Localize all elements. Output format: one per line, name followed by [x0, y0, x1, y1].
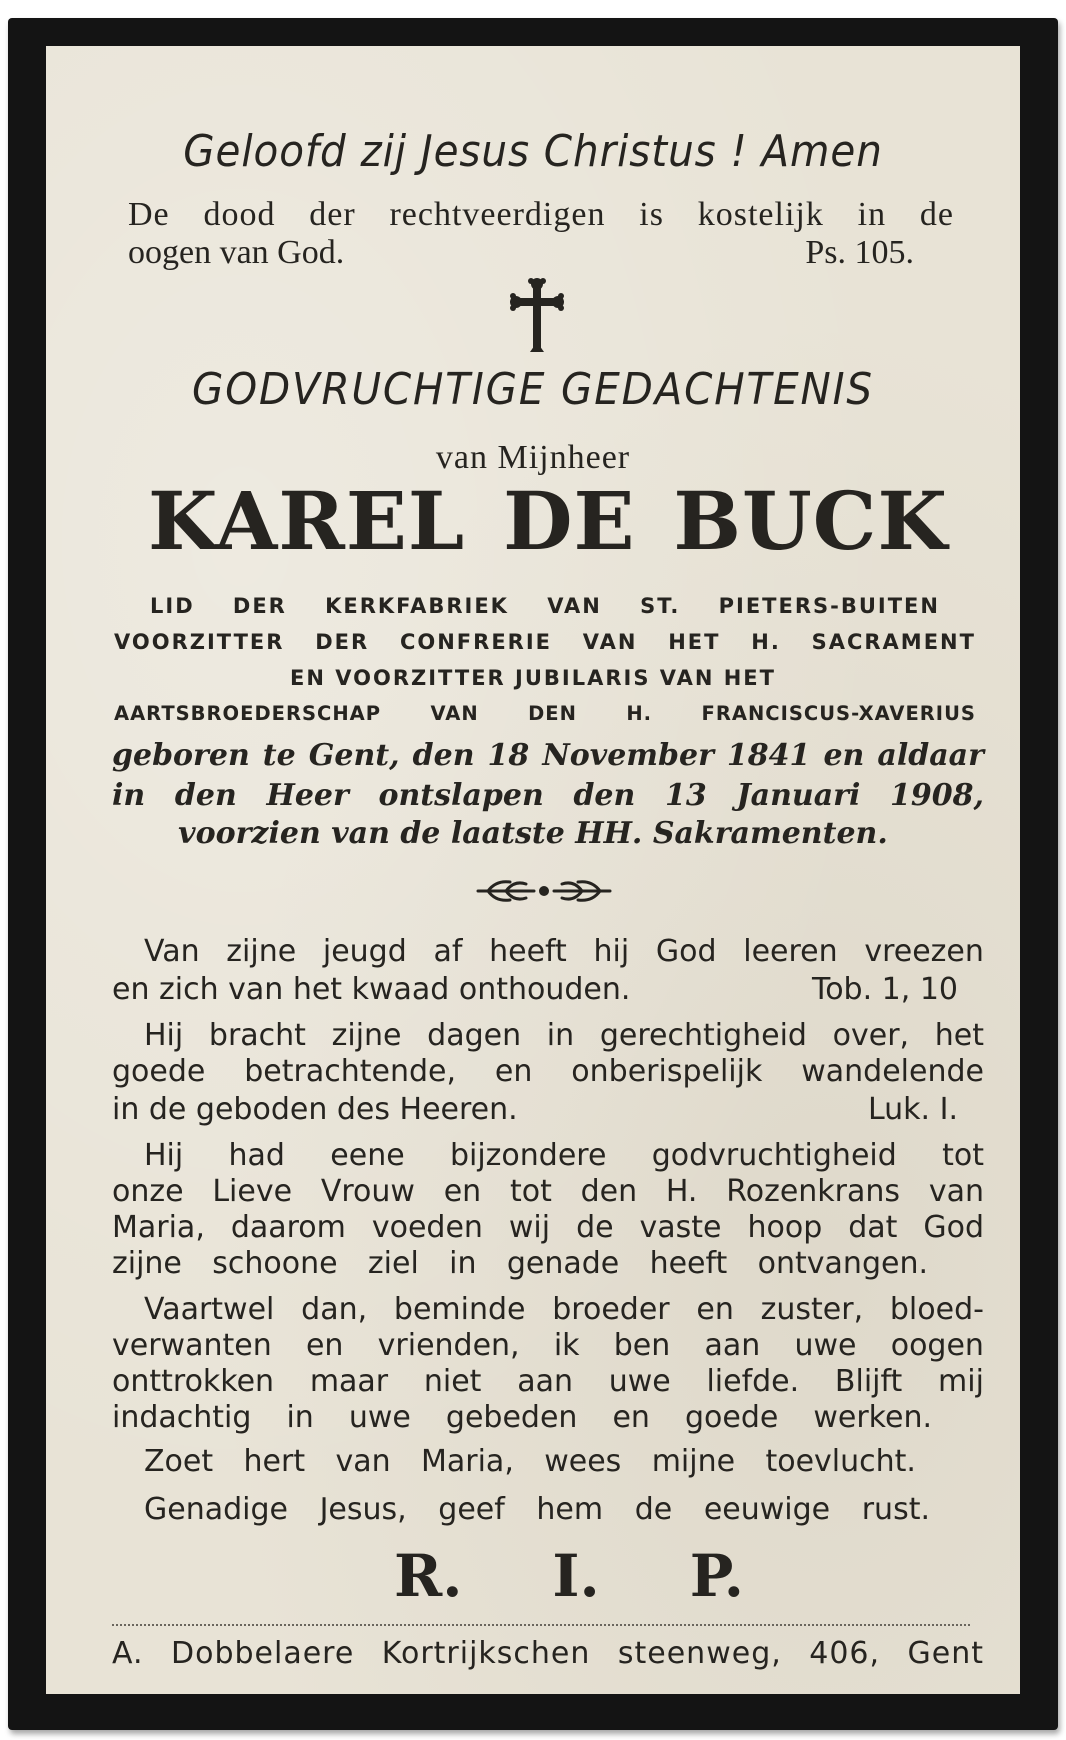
- paragraph-2-text: in de geboden des Heeren.: [112, 1092, 518, 1127]
- word: mijne: [651, 1444, 736, 1479]
- word: wandelende: [801, 1054, 984, 1089]
- word: DE: [503, 474, 636, 568]
- memorial-heading: GODVRUCHTIGE GEDACHTENIS: [192, 364, 874, 415]
- word: liefde.: [706, 1364, 800, 1399]
- word: ziel: [367, 1246, 419, 1281]
- word: mij: [938, 1364, 984, 1399]
- header-praise: Geloofd zij Jesus Christus ! Amen: [183, 126, 883, 177]
- word: Gent: [907, 1636, 984, 1671]
- word: Lieve: [212, 1174, 293, 1209]
- word: verwanten: [112, 1328, 272, 1363]
- word: leeren: [743, 934, 838, 969]
- word: vrienden,: [377, 1328, 520, 1363]
- word: aldaar: [877, 738, 984, 773]
- word: vreezen: [864, 934, 984, 969]
- word: hem: [536, 1492, 604, 1527]
- word: Gent,: [308, 738, 400, 773]
- honorific: van Mijnheer: [435, 439, 631, 476]
- title-line-3: EN VOORZITTER JUBILARIS VAN HET: [290, 666, 776, 690]
- word: uwe: [608, 1364, 671, 1399]
- word: DEN: [528, 702, 577, 725]
- dotted-divider: [112, 1624, 970, 1626]
- word: betrachtende,: [244, 1054, 457, 1089]
- word: rechtveerdigen: [389, 196, 606, 233]
- word: tot: [942, 1138, 984, 1173]
- paragraph-3-line-2: [112, 1174, 984, 1209]
- word: en: [696, 1292, 734, 1327]
- word: van: [928, 1174, 984, 1209]
- word: H.: [665, 1174, 698, 1209]
- word: heeft: [649, 1246, 728, 1281]
- word: R.: [394, 1542, 463, 1610]
- word: beminde: [393, 1292, 526, 1327]
- word: onttrokken: [112, 1364, 275, 1399]
- word: FRANCISCUS-XAVERIUS: [701, 702, 976, 725]
- word: 1841: [726, 738, 811, 773]
- word: Vrouw: [320, 1174, 415, 1209]
- word: VAN: [430, 702, 479, 725]
- word: oogen: [890, 1328, 984, 1363]
- word: in: [857, 196, 887, 233]
- paragraph-4-line-3: [112, 1364, 984, 1399]
- title-line-4: [114, 702, 976, 725]
- word: in: [112, 778, 146, 813]
- psalm-reference: Ps. 105.: [805, 234, 914, 271]
- word: kostelijk: [697, 196, 824, 233]
- word: broeder: [552, 1292, 670, 1327]
- word: wees: [544, 1444, 622, 1479]
- word: genade: [506, 1246, 620, 1281]
- word: jeugd: [322, 934, 407, 969]
- word: schoone: [212, 1246, 338, 1281]
- word: werken.: [813, 1400, 932, 1435]
- paragraph-2-line-1: [144, 1018, 984, 1053]
- word: tot: [509, 1174, 552, 1209]
- word: I.: [552, 1542, 600, 1610]
- word: goede: [112, 1054, 206, 1089]
- word: Hij: [144, 1138, 184, 1173]
- word: Januari: [736, 778, 861, 813]
- word: dan,: [301, 1292, 368, 1327]
- word: 1908,: [890, 778, 984, 813]
- word: ST.: [640, 594, 681, 618]
- word: Maria,: [112, 1210, 205, 1245]
- word: in: [449, 1246, 477, 1281]
- word: dagen: [427, 1018, 522, 1053]
- word: dat: [848, 1210, 898, 1245]
- word: Blijft: [834, 1364, 903, 1399]
- word: Van: [144, 934, 200, 969]
- word: niet: [423, 1364, 482, 1399]
- word: hoop: [747, 1210, 823, 1245]
- word: had: [228, 1138, 285, 1173]
- word: heeft: [489, 934, 567, 969]
- word: en: [443, 1174, 482, 1209]
- word: VAN: [582, 630, 638, 654]
- word: Zoet: [144, 1444, 214, 1479]
- word: van: [335, 1444, 391, 1479]
- word: den: [174, 778, 237, 813]
- word: en: [612, 1400, 650, 1435]
- word: 18: [487, 738, 530, 773]
- psalm-line-1: [128, 196, 954, 234]
- memorial-card: [8, 18, 1058, 1730]
- printer-imprint: [112, 1636, 984, 1671]
- word: vaste: [639, 1210, 722, 1245]
- word: wij: [508, 1210, 551, 1245]
- word: in: [286, 1400, 314, 1435]
- word: Vaartwel: [144, 1292, 275, 1327]
- word: November: [542, 738, 714, 773]
- scripture-reference: Luk. I.: [867, 1092, 958, 1127]
- word: uwe: [794, 1328, 857, 1363]
- word: AARTSBROEDERSCHAP: [114, 702, 382, 725]
- floral-divider-icon: [476, 876, 612, 906]
- word: Rozenkrans: [726, 1174, 901, 1209]
- word: Maria,: [421, 1444, 514, 1479]
- word: maar: [309, 1364, 389, 1399]
- card-paper: [46, 46, 1020, 1694]
- word: den: [412, 738, 475, 773]
- paragraph-3-line-1: [144, 1138, 984, 1173]
- word: de: [576, 1210, 614, 1245]
- word: God: [923, 1210, 984, 1245]
- word: VOORZITTER: [114, 630, 285, 654]
- word: HET: [668, 630, 721, 654]
- word: zuster,: [760, 1292, 864, 1327]
- psalm-text: oogen van God.: [128, 234, 345, 271]
- word: 406,: [809, 1636, 881, 1671]
- word: rust.: [861, 1492, 930, 1527]
- word: te: [262, 738, 296, 773]
- word: ben: [613, 1328, 671, 1363]
- word: de: [919, 196, 954, 233]
- word: 13: [665, 778, 707, 813]
- word: geef: [438, 1492, 505, 1527]
- word: in: [546, 1018, 575, 1053]
- word: bracht: [208, 1018, 306, 1053]
- word: Heer: [266, 778, 349, 813]
- psalm-line-2: [128, 234, 954, 272]
- word: LID: [150, 594, 195, 618]
- word: zijne: [226, 934, 297, 969]
- word: P.: [689, 1542, 744, 1610]
- paragraph-6-line-1: [144, 1492, 930, 1527]
- paragraph-3-line-3: [112, 1210, 984, 1245]
- word: over,: [832, 1018, 910, 1053]
- word: hert: [243, 1444, 306, 1479]
- word: daarom: [230, 1210, 346, 1245]
- paragraph-4-line-4: [112, 1400, 932, 1435]
- word: is: [639, 196, 664, 233]
- word: H.: [626, 702, 653, 725]
- word: A.: [112, 1636, 144, 1671]
- word: DER: [232, 594, 287, 618]
- word: BUCK: [673, 474, 948, 568]
- word: hij: [593, 934, 630, 969]
- word: den: [573, 778, 636, 813]
- word: zijne: [112, 1246, 182, 1281]
- word: en: [305, 1328, 344, 1363]
- word: Dobbelaere: [171, 1636, 355, 1671]
- word: eene: [330, 1138, 405, 1173]
- paragraph-4-line-2: [112, 1328, 984, 1363]
- word: den: [580, 1174, 638, 1209]
- paragraph-3-line-4: [112, 1246, 928, 1281]
- paragraph-1-text: en zich van het kwaad onthouden.: [112, 972, 631, 1007]
- paragraph-5-line-1: [144, 1444, 916, 1479]
- word: Kortrijkschen: [381, 1636, 591, 1671]
- word: bloed-: [889, 1292, 984, 1327]
- word: en: [823, 738, 865, 773]
- title-line-1: [150, 594, 940, 618]
- word: ontvangen.: [757, 1246, 928, 1281]
- word: H.: [751, 630, 781, 654]
- word: DER: [315, 630, 370, 654]
- dates-line-1: [112, 738, 984, 773]
- word: voeden: [371, 1210, 483, 1245]
- word: onberispelijk: [571, 1054, 763, 1089]
- word: uwe: [348, 1400, 411, 1435]
- paragraph-2-line-2: [112, 1054, 984, 1089]
- word: ik: [553, 1328, 580, 1363]
- word: aan: [704, 1328, 761, 1363]
- word: eeuwige: [703, 1492, 831, 1527]
- deceased-name: [148, 474, 948, 568]
- word: het: [934, 1018, 984, 1053]
- word: Genadige: [144, 1492, 288, 1527]
- word: Jesus,: [319, 1492, 407, 1527]
- word: gerechtigheid: [599, 1018, 807, 1053]
- word: CONFRERIE: [399, 630, 552, 654]
- scripture-reference: Tob. 1, 10: [811, 972, 958, 1007]
- dates-line-3: voorzien van de laatste HH. Sakramenten.: [178, 816, 888, 851]
- word: gebeden: [445, 1400, 578, 1435]
- word: steenweg,: [617, 1636, 782, 1671]
- word: aan: [517, 1364, 573, 1399]
- word: zijne: [331, 1018, 402, 1053]
- word: indachtig: [112, 1400, 252, 1435]
- word: der: [309, 196, 356, 233]
- word: Hij: [144, 1018, 184, 1053]
- word: bijzondere: [449, 1138, 607, 1173]
- paragraph-2-line-3: [112, 1092, 958, 1127]
- paragraph-4-line-1: [144, 1292, 984, 1327]
- rip-inscription: [394, 1542, 744, 1610]
- word: geboren: [112, 738, 250, 773]
- paragraph-1-line-1: [144, 934, 984, 969]
- word: De: [128, 196, 170, 233]
- paragraph-1-line-2: [112, 972, 958, 1007]
- dates-line-2: [112, 778, 984, 813]
- word: godvruchtigheid: [651, 1138, 897, 1173]
- cross-icon: [510, 278, 564, 358]
- word: VAN: [547, 594, 602, 618]
- word: KAREL: [148, 474, 466, 568]
- word: God: [655, 934, 717, 969]
- word: de: [634, 1492, 673, 1527]
- word: onze: [112, 1174, 184, 1209]
- word: goede: [684, 1400, 779, 1435]
- word: SACRAMENT: [811, 630, 976, 654]
- word: dood: [203, 196, 276, 233]
- title-line-2: [114, 630, 976, 654]
- word: toevlucht.: [765, 1444, 916, 1479]
- word: PIETERS-BUITEN: [718, 594, 940, 618]
- word: ontslapen: [378, 778, 544, 813]
- word: af: [433, 934, 463, 969]
- word: en: [494, 1054, 533, 1089]
- word: KERKFABRIEK: [325, 594, 509, 618]
